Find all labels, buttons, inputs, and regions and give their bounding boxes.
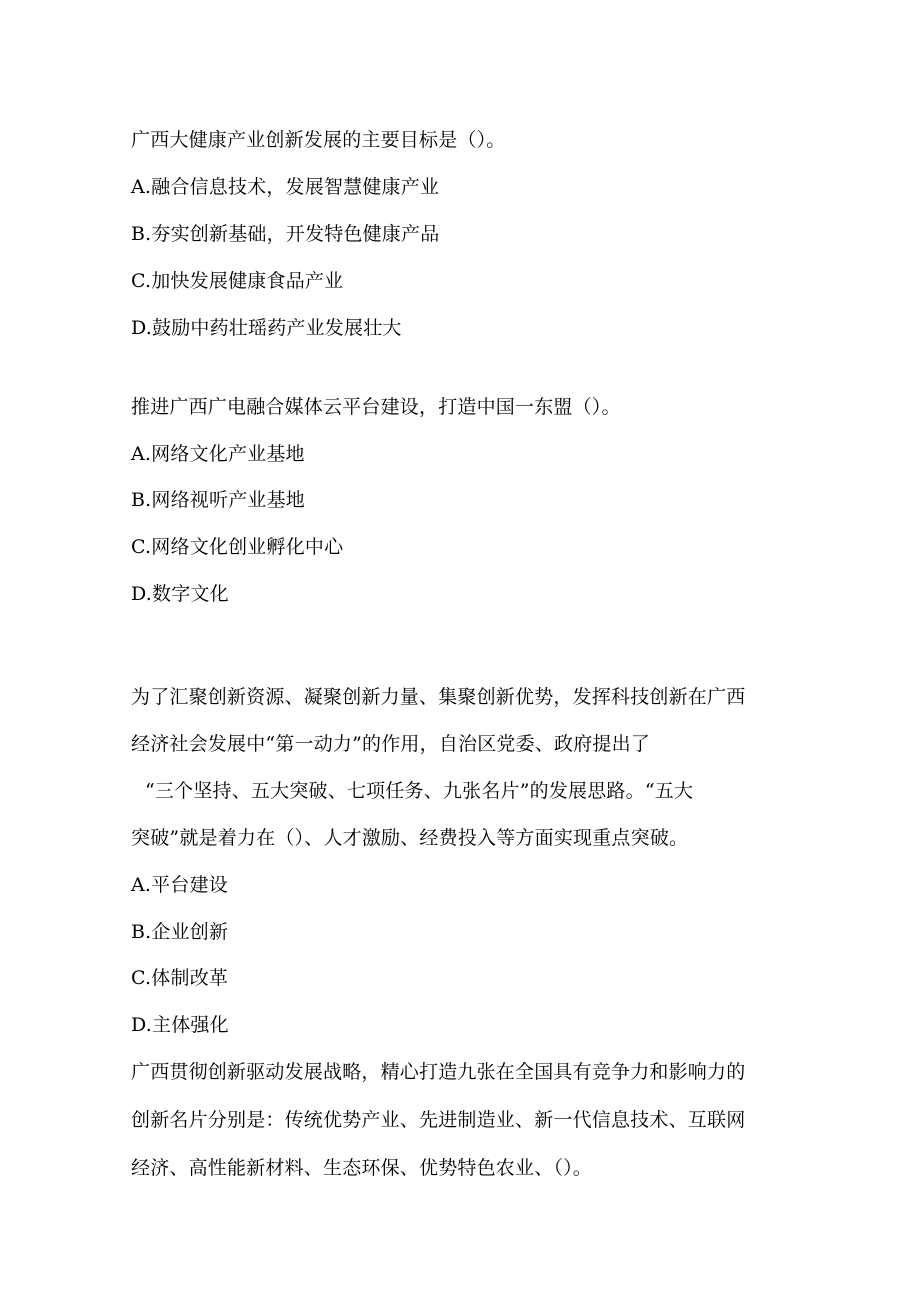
question-3-stem-line-3: “三个坚持、五大突破、七项任务、九张名片”的发展思路。“五大 <box>145 780 694 802</box>
question-4-stem-line-2: 创新名片分别是：传统优势产业、先进制造业、新一代信息技术、互联网 <box>131 1109 746 1131</box>
question-4-stem-line-3: 经济、高性能新材料、生态环保、优势特色农业、（）。 <box>131 1157 593 1179</box>
question-3-option-a: A.平台建设 <box>131 874 228 896</box>
question-3-stem-line-4: 突破”就是着力在（）、人才激励、经费投入等方面实现重点突破。 <box>131 827 689 849</box>
question-3-stem-line-2: 经济社会发展中“第一动力”的作用，自治区党委、政府提出了 <box>131 733 651 755</box>
question-2-stem: 推进广西广电融合媒体云平台建设，打造中国一东盟（）。 <box>131 396 621 418</box>
question-1-stem: 广西大健康产业创新发展的主要目标是（）。 <box>131 129 506 151</box>
question-1-option-a: A.融合信息技术，发展智慧健康产业 <box>131 176 440 198</box>
question-2-option-a: A.网络文化产业基地 <box>131 443 305 465</box>
question-3-option-c: C.体制改革 <box>131 967 229 989</box>
question-2-option-b: B.网络视听产业基地 <box>131 489 306 511</box>
question-1-option-c: C.加快发展健康食品产业 <box>131 270 344 292</box>
question-3-option-b: B.企业创新 <box>131 921 229 943</box>
question-3-option-d: D.主体强化 <box>131 1014 229 1036</box>
question-1-option-d: D.鼓励中药壮瑶药产业发展壮大 <box>131 317 402 339</box>
question-2-option-c: C.网络文化创业孵化中心 <box>131 536 344 558</box>
question-2-option-d: D.数字文化 <box>131 583 229 605</box>
question-4-stem-line-1: 广西贯彻创新驱动发展战略，精心打造九张在全国具有竞争力和影响力的 <box>131 1061 746 1083</box>
question-1-option-b: B.夯实创新基础，开发特色健康产品 <box>131 223 440 245</box>
question-3-stem-line-1: 为了汇聚创新资源、凝聚创新力量、集聚创新优势，发挥科技创新在广西 <box>131 686 746 708</box>
